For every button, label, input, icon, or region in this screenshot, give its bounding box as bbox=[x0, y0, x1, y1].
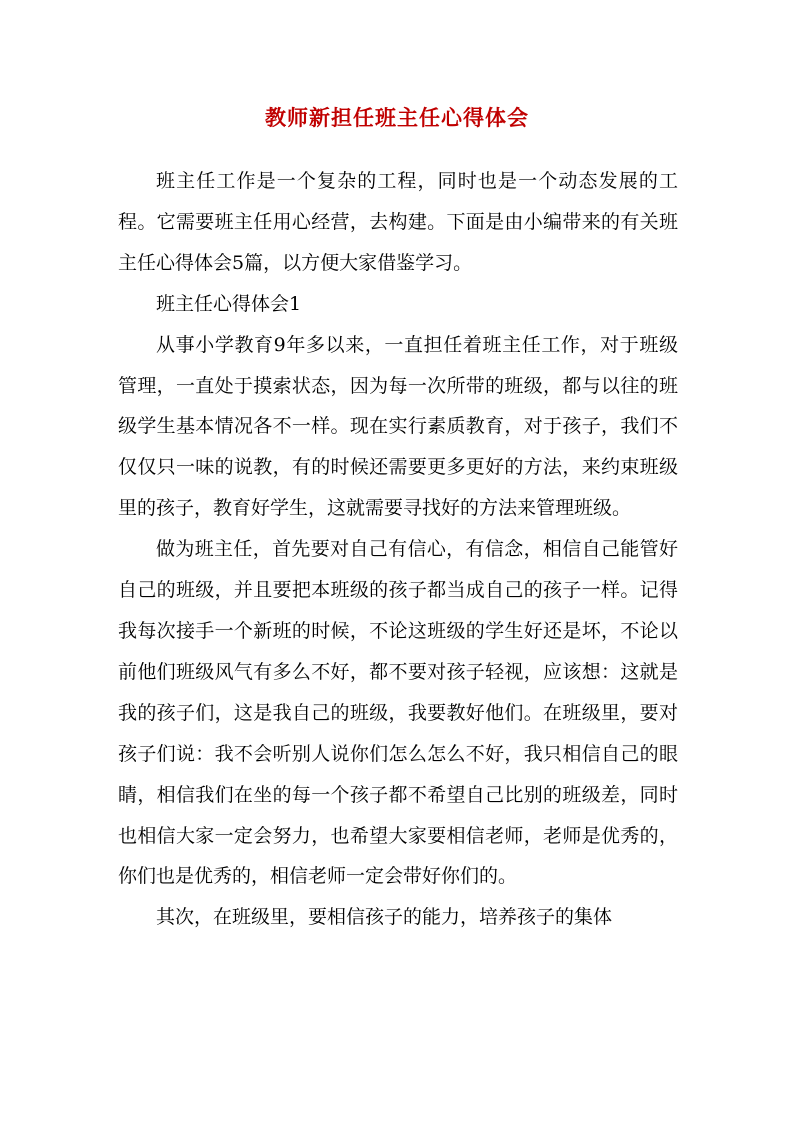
intro-paragraph: 班主任工作是一个复杂的工程，同时也是一个动态发展的工程。它需要班主任用心经营，去构建。下面是由小编带来的有关班主任心得体会5篇，以方便大家借鉴学习。 bbox=[118, 170, 678, 274]
body-paragraph: 做为班主任，首先要对自己有信心，有信念，相信自己能管好自己的班级，并且要把本班级的孩子都当成自己的孩子一样。记得我每次接手一个新班的时候，不论这班级的学生好还是坏，不论以前他们班级风气有多么不好，都不要对孩子轻视，应该想：这就是我的孩子们，这是我自己的班级，我要教好他们。在班级里，要对孩子们说：我不会听别人说你们怎么怎么不好，我只相信自己的眼睛，相信我们在坐的每一个孩子都不希望自己比别的班级差，同时也相信大家一定会努力，也希望大家要相信老师，老师是优秀的，你们也是优秀的，相信老师一定会带好你们的。 bbox=[118, 538, 678, 888]
section-heading: 班主任心得体会1 bbox=[156, 292, 302, 315]
body-paragraph: 其次，在班级里，要相信孩子的能力，培养孩子的集体 bbox=[156, 906, 613, 929]
document-title: 教师新担任班主任心得体会 bbox=[265, 105, 529, 130]
document-body bbox=[118, 161, 678, 938]
body-paragraph: 从事小学教育9年多以来，一直担任着班主任工作，对于班级管理，一直处于摸索状态，因为每一次所带的班级，都与以往的班级学生基本情况各不一样。现在实行素质教育，对于孩子，我们不仅仅只一味的说教，有的时候还需要更多更好的方法，来约束班级里的孩子，教育好学生，这就需要寻找好的方法来管理班级。 bbox=[118, 333, 678, 520]
